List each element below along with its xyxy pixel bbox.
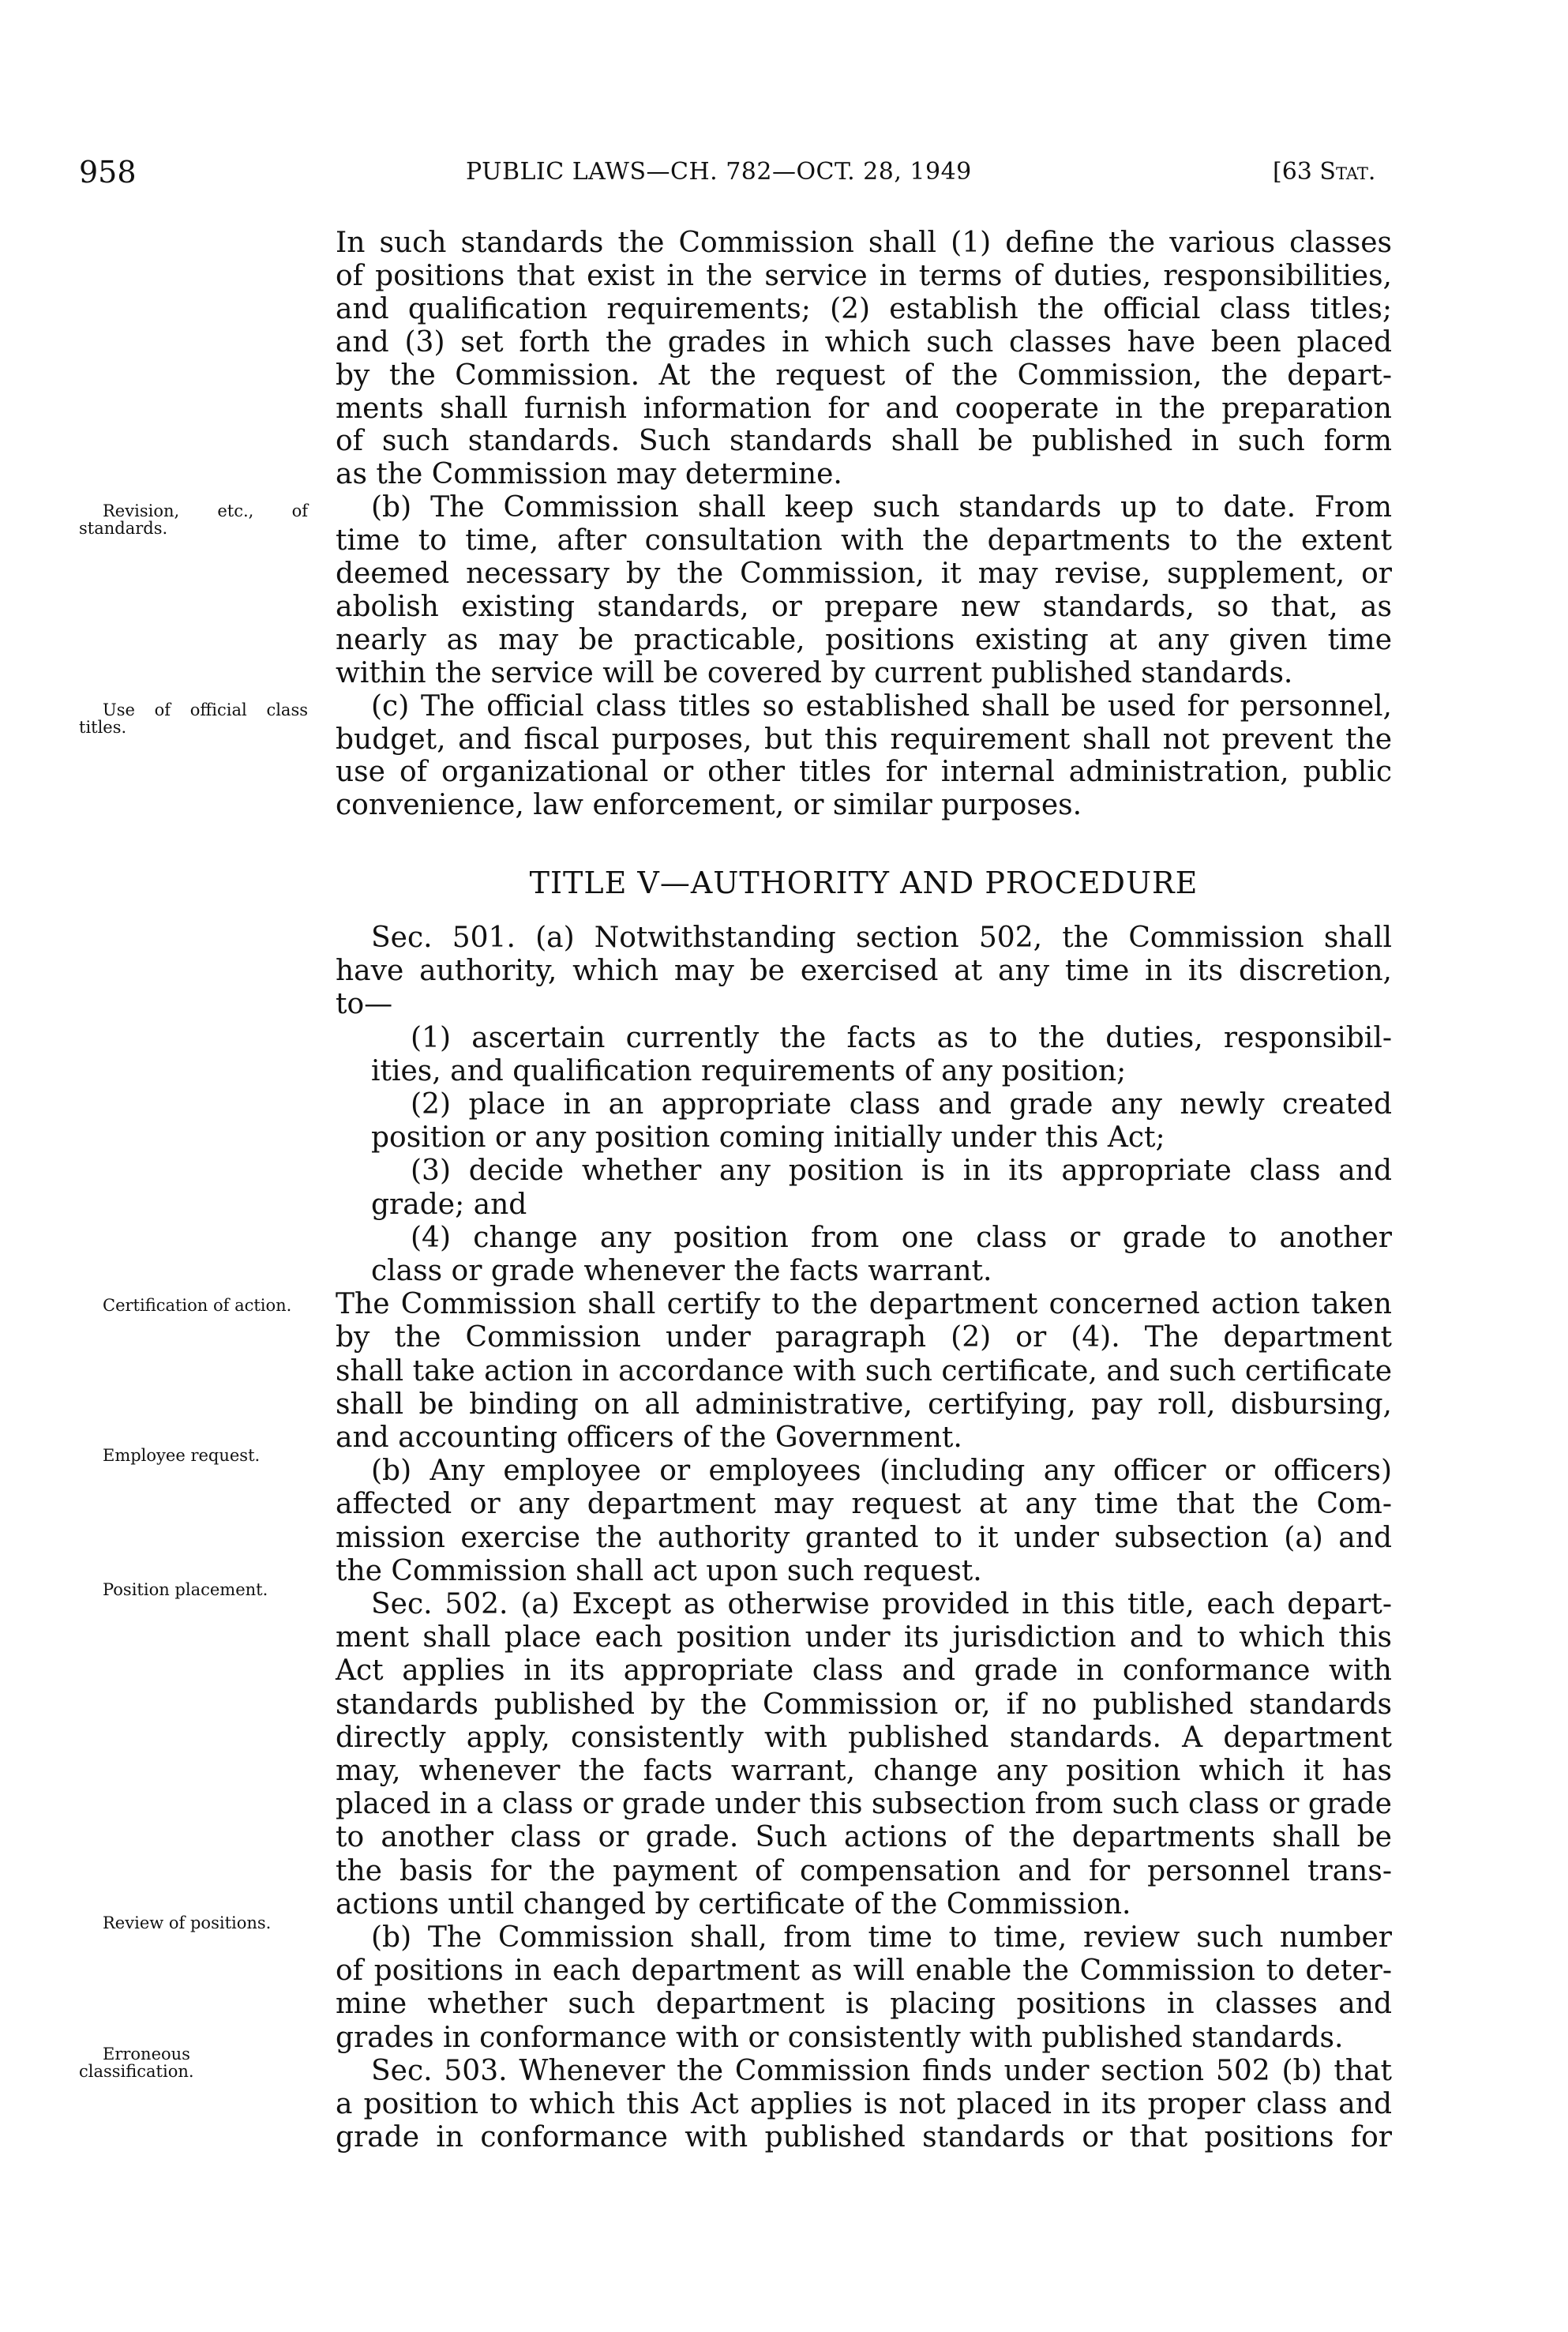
- margin-note-erroneous-classification: Erroneous classification.: [79, 2045, 194, 2081]
- text-line: grade in conformance with published standards or that positions for: [336, 2121, 1392, 2154]
- text-line: nearly as may be practicable, positions existing at any given time: [336, 623, 1392, 656]
- text-line: and (3) set forth the grades in which such classes have been placed: [336, 325, 1392, 359]
- text-line: may, whenever the facts warrant, change any position which it has: [336, 1755, 1392, 1787]
- text-line: directly apply, consistently with published standards. A department: [336, 1721, 1392, 1754]
- text-line: the Commission shall act upon such request.: [336, 1554, 982, 1587]
- volume-reference: [63 Stat.: [1273, 158, 1376, 186]
- running-head: PUBLIC LAWS—CH. 782—OCT. 28, 1949: [466, 158, 972, 186]
- text-line: Sec. 502. (a) Except as otherwise provided in this title, each depart-: [371, 1588, 1392, 1620]
- text-line: (2) place in an appropriate class and grade any newly created: [411, 1088, 1392, 1121]
- text-line: by the Commission under paragraph (2) or (4). The department: [336, 1321, 1392, 1354]
- text-line: (b) The Commission shall, from time to time, review such number: [371, 1921, 1392, 1954]
- text-line: (3) decide whether any position is in its appropriate class and: [411, 1155, 1392, 1188]
- text-line: to—: [336, 988, 393, 1021]
- text-line: placed in a class or grade under this subsection from such class or grade: [336, 1788, 1392, 1821]
- text-line: budget, and fiscal purposes, but this requirement shall not prevent the: [336, 723, 1392, 756]
- text-line: as the Commission may determine.: [336, 458, 842, 491]
- page-number: 958: [79, 155, 137, 190]
- text-line: the basis for the payment of compensation and for personnel trans-: [336, 1854, 1392, 1887]
- text-line: Sec. 503. Whenever the Commission finds under section 502 (b) that: [371, 2054, 1392, 2087]
- text-line: Act applies in its appropriate class and grade in conformance with: [336, 1654, 1392, 1688]
- text-line: shall take action in accordance with such certificate, and such certificate: [336, 1354, 1392, 1388]
- text-line: mine whether such department is placing positions in classes and: [336, 1988, 1392, 2021]
- text-line: use of organizational or other titles for internal administration, public: [336, 756, 1392, 789]
- margin-note-revision-of-standards: Revision, etc., of standards.: [79, 501, 308, 538]
- text-line: and accounting officers of the Government.: [336, 1421, 962, 1454]
- text-line: time to time, after consultation with the departments to the extent: [336, 524, 1392, 558]
- text-line: In such standards the Commission shall (1) define the various classes: [336, 227, 1392, 259]
- text-line: and qualification requirements; (2) establish the official class titles;: [336, 292, 1392, 325]
- margin-note-review-of-positions: Review of positions.: [103, 1913, 272, 1932]
- text-line: affected or any department may request at any time that the Com-: [336, 1488, 1392, 1521]
- margin-note-position-placement: Position placement.: [103, 1580, 268, 1599]
- margin-note-use-of-official-class-titles: Use of official class titles.: [79, 700, 308, 737]
- text-line: grades in conformance with or consistently with published standards.: [336, 2021, 1344, 2054]
- text-line: abolish existing standards, or prepare new standards, so that, as: [336, 590, 1392, 623]
- text-line: of positions in each department as will enable the Commission to deter-: [336, 1955, 1392, 1988]
- text-line: deemed necessary by the Commission, it may revise, supplement, or: [336, 558, 1392, 590]
- text-line: The Commission shall certify to the department concerned action taken: [336, 1288, 1392, 1321]
- text-line: of positions that exist in the service in terms of duties, responsibilities,: [336, 259, 1392, 292]
- text-line: (b) The Commission shall keep such standards up to date. From: [371, 491, 1392, 524]
- text-line: mission exercise the authority granted to it under subsection (a) and: [336, 1521, 1392, 1554]
- text-line: within the service will be covered by current published standards.: [336, 656, 1293, 689]
- text-line: (4) change any position from one class or grade to another: [411, 1221, 1392, 1254]
- text-line: position or any position coming initially under this Act;: [371, 1121, 1165, 1155]
- text-line: Sec. 501. (a) Notwithstanding section 502, the Commission shall: [371, 922, 1392, 954]
- text-line: standards published by the Commission or, if no published standards: [336, 1688, 1392, 1721]
- text-line: shall be binding on all administrative, certifying, pay roll, disbursing,: [336, 1388, 1392, 1421]
- text-line: ments shall furnish information for and cooperate in the preparation: [336, 392, 1392, 425]
- text-line: a position to which this Act applies is not placed in its proper class and: [336, 2088, 1392, 2120]
- text-line: ities, and qualification requirements of any position;: [371, 1054, 1127, 1087]
- text-line: to another class or grade. Such actions of the departments shall be: [336, 1821, 1392, 1854]
- margin-note-employee-request: Employee request.: [103, 1446, 261, 1465]
- text-line: (c) The official class titles so established shall be used for personnel,: [371, 689, 1392, 723]
- text-line: ment shall place each position under its jurisdiction and to which this: [336, 1621, 1392, 1654]
- text-line: of such standards. Such standards shall be published in such form: [336, 425, 1392, 458]
- text-line: (b) Any employee or employees (including any officer or officers): [371, 1455, 1392, 1488]
- text-line: actions until changed by certificate of the Commission.: [336, 1887, 1131, 1921]
- margin-note-certification-of-action: Certification of action.: [103, 1296, 292, 1315]
- text-line: class or grade whenever the facts warrant.: [371, 1255, 992, 1287]
- text-line: have authority, which may be exercised at any time in its discretion,: [336, 955, 1392, 988]
- text-line: convenience, law enforcement, or similar purposes.: [336, 789, 1082, 822]
- text-line: by the Commission. At the request of the Commission, the depart-: [336, 359, 1392, 392]
- title-heading: TITLE V—AUTHORITY AND PROCEDURE: [529, 866, 1199, 900]
- text-line: (1) ascertain currently the facts as to the duties, responsibil-: [411, 1021, 1392, 1054]
- text-line: grade; and: [371, 1188, 527, 1221]
